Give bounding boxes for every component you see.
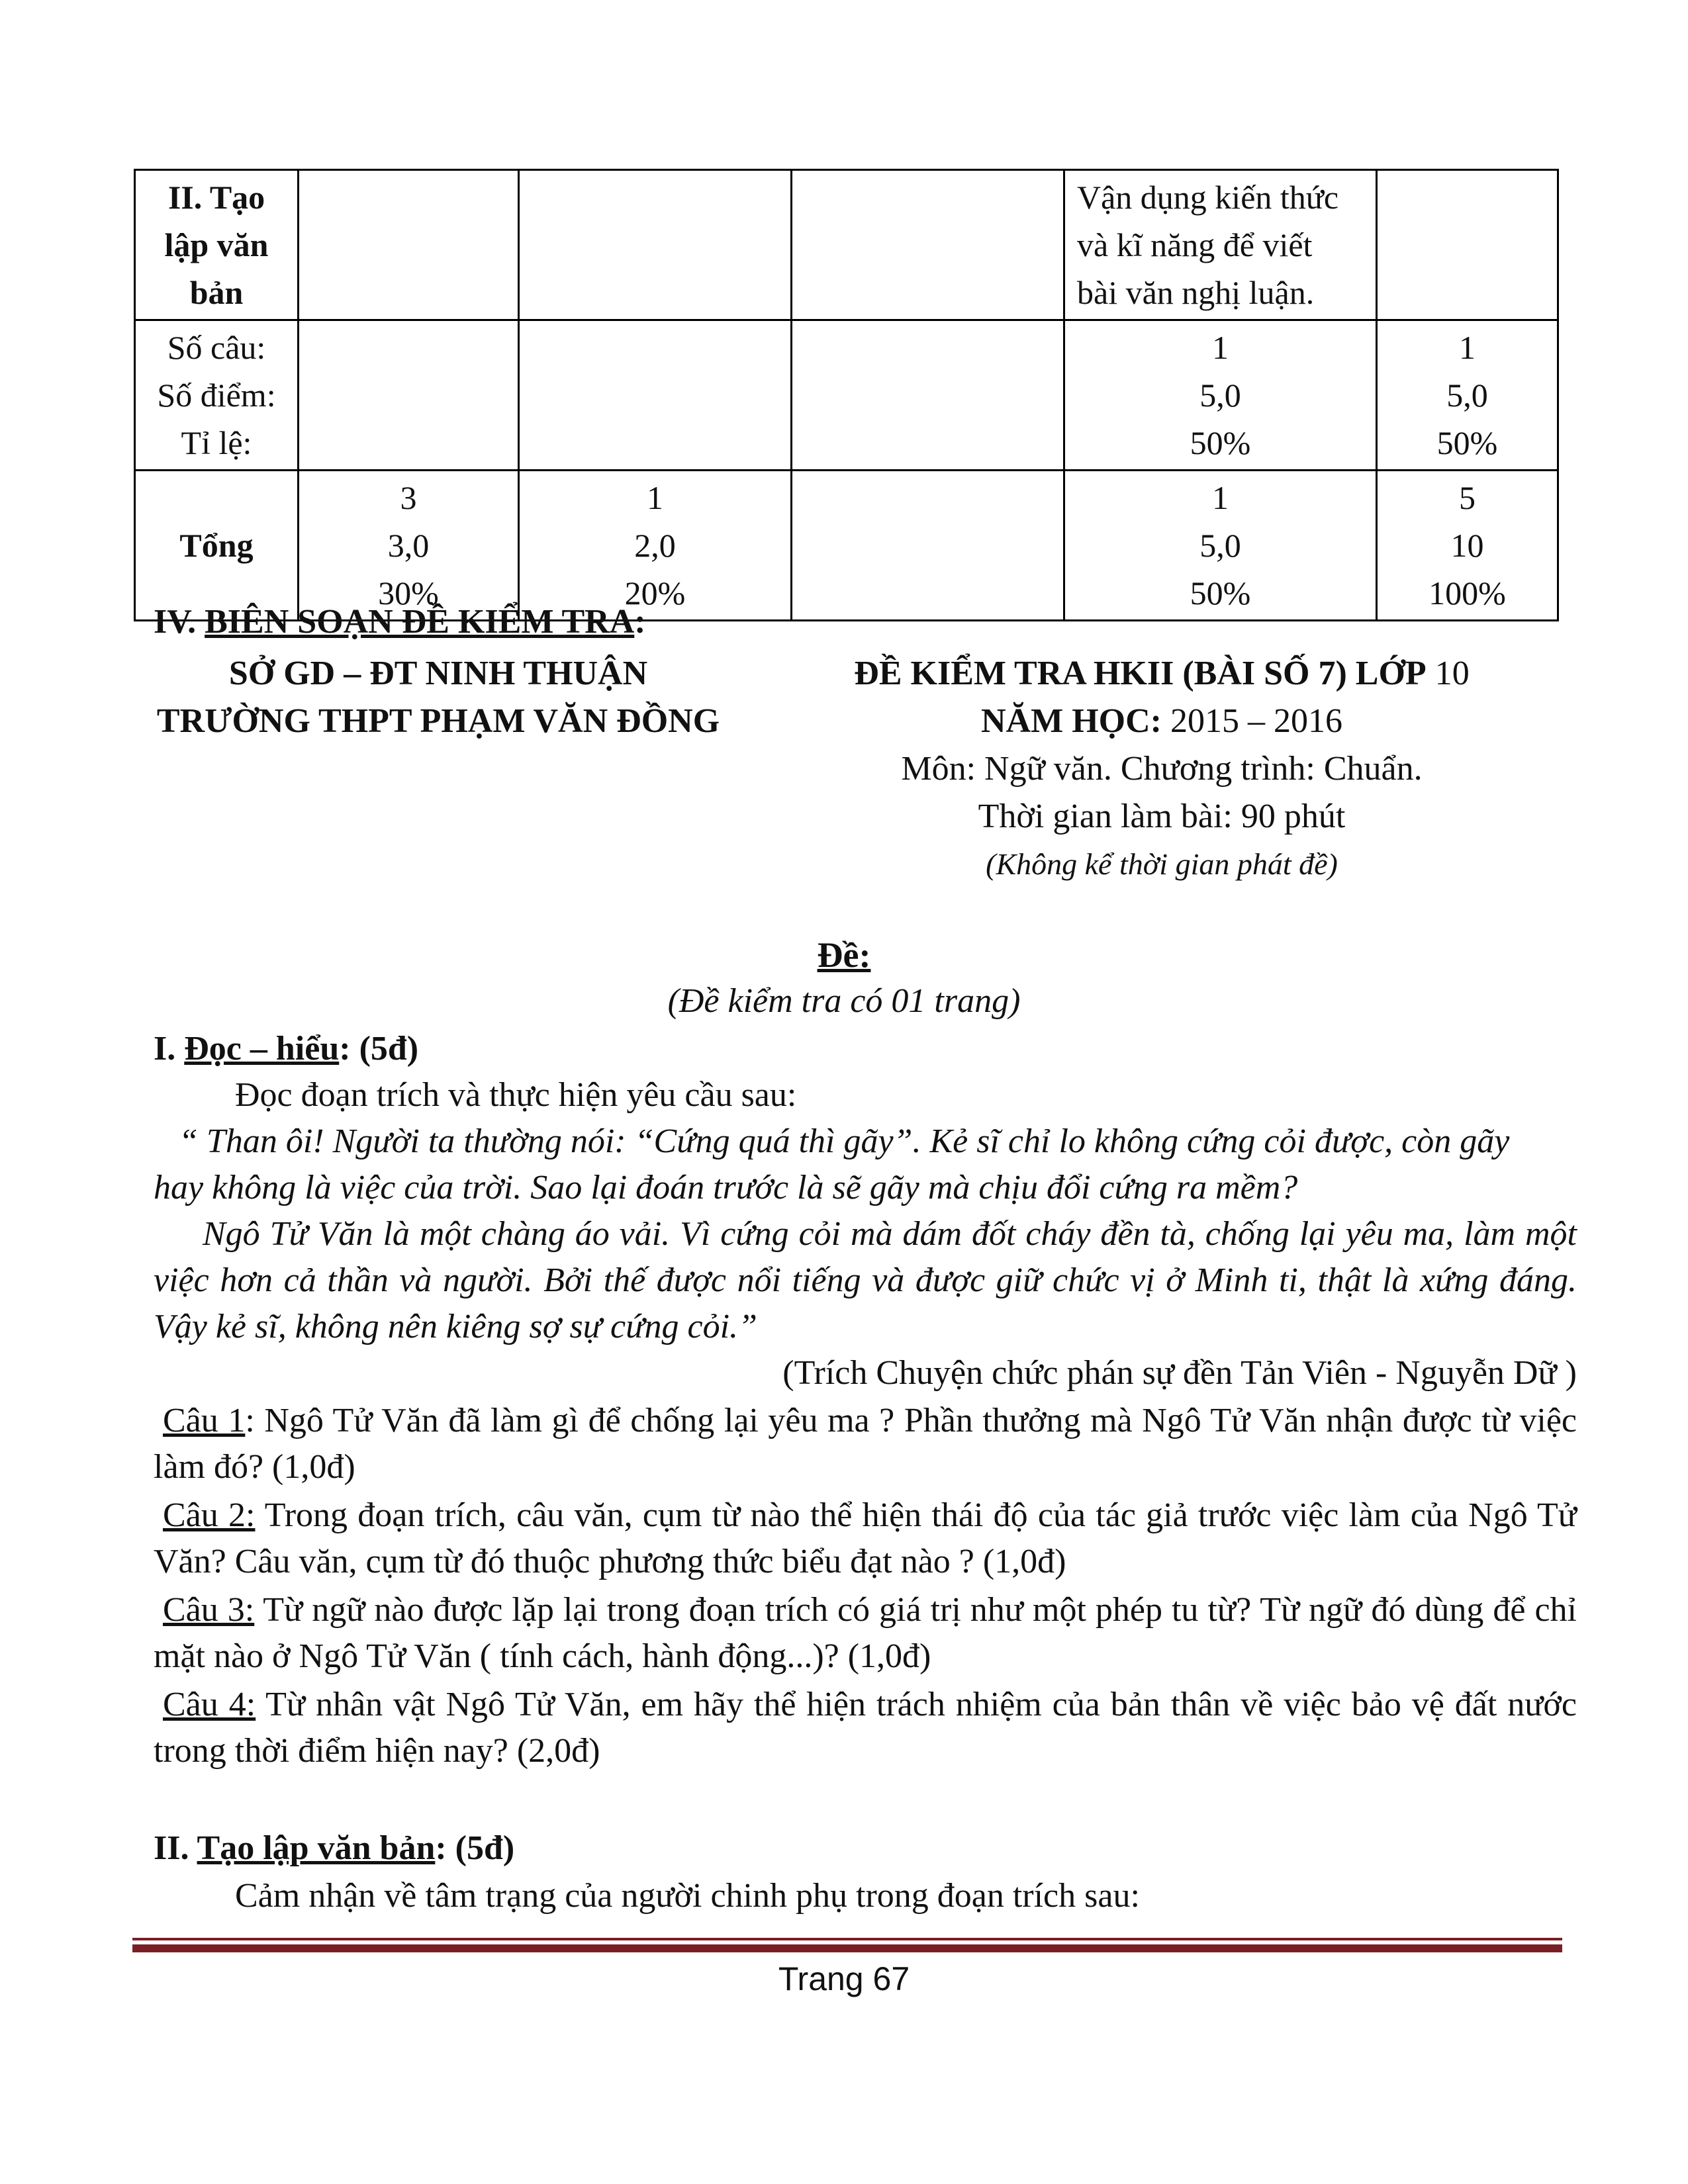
page-number: Trang 67: [778, 1960, 910, 1997]
part1-score: : (5đ): [339, 1030, 419, 1068]
table-cell: [299, 320, 519, 471]
footer-rule-thick: [132, 1944, 1562, 1952]
exam-heading: Đề:: [817, 935, 871, 975]
table-row: [135, 170, 1558, 320]
row-label-counts: [135, 320, 299, 471]
part1-instruction: Đọc đoạn trích và thực hiện yêu cầu sau:: [235, 1076, 797, 1114]
school-name: TRƯỜNG THPT PHẠM VĂN ĐỒNG: [156, 702, 720, 740]
cell-line: II. Tạo: [167, 179, 265, 216]
section-heading: [154, 599, 646, 645]
question-2: [154, 1492, 1577, 1585]
passage-source: (Trích Chuyện chức phán sự đền Tản Viên - Nguyễn Dữ ): [782, 1354, 1577, 1392]
subject-line: Môn: Ngữ văn. Chương trình: Chuẩn.: [901, 750, 1423, 788]
cell-line: 1: [647, 479, 663, 516]
table-row: [135, 320, 1558, 471]
question-sep: :: [245, 1402, 255, 1439]
exam-grade: 10: [1434, 655, 1470, 692]
exam-title: [768, 650, 1556, 698]
passage-line: “ Than ôi! Người ta thường nói: “Cứng quá thì gãy”. Kẻ sĩ chỉ lo không cứng cỏi được, còn gãy: [179, 1122, 1510, 1160]
part2-score: : (5đ): [435, 1829, 515, 1867]
cell-line: 30%: [378, 574, 439, 612]
question-text: Trong đoạn trích, câu văn, cụm từ nào thể hiện thái độ của tác giả trước việc làm của Ngô Tử Văn? Câu văn, cụm từ đó thuộc phương thức biểu đạt nào ? (1,0đ): [154, 1496, 1577, 1580]
cell-line: Số câu:: [167, 329, 266, 366]
exam-title-text: ĐỀ KIỂM TRA HKII (BÀI SỐ 7) LỚP: [854, 655, 1427, 692]
table-cell: [519, 320, 792, 471]
department-name: SỞ GD – ĐT NINH THUẬN: [228, 655, 648, 692]
cell-line: Vận dụng kiến thức: [1077, 179, 1339, 216]
cell-line: 5,0: [1199, 527, 1241, 564]
school-year: [768, 698, 1556, 745]
table-cell: [1377, 471, 1558, 621]
cell-line: 5,0: [1446, 377, 1488, 414]
cell-line: 1: [1212, 329, 1229, 366]
cell-line: 50%: [1436, 424, 1498, 461]
cell-line: Tỉ lệ:: [181, 424, 252, 461]
cell-line: 3,0: [387, 527, 430, 564]
cell-line: 3: [400, 479, 417, 516]
question-4: [154, 1682, 1577, 1774]
cell-line: bản: [189, 274, 244, 311]
question-text: Từ ngữ nào được lặp lại trong đoạn trích có giá trị như một phép tu từ? Từ ngữ đó dùng để chỉ mặt nào ở Ngô Tử Văn ( tính cách, hành động...)? (1,0đ): [154, 1591, 1577, 1675]
passage-line: hay không là việc của trời. Sao lại đoán trước là sẽ gãy mà chịu đổi cứng ra mềm?: [154, 1169, 1298, 1206]
duration-line: Thời gian làm bài: 90 phút: [978, 797, 1346, 835]
row-label-total: Tổng: [135, 471, 299, 621]
section-number: IV.: [154, 603, 205, 641]
table-cell: [1064, 320, 1377, 471]
part2-title: Tạo lập văn bản: [197, 1829, 436, 1867]
cell-line: bài văn nghị luận.: [1077, 274, 1315, 311]
table-cell: [792, 320, 1064, 471]
question-label: Câu 1: [163, 1402, 246, 1439]
question-3: [154, 1587, 1577, 1680]
header-right: [768, 650, 1556, 888]
cell-line: 10: [1450, 527, 1484, 564]
cell-line: lập văn: [164, 226, 269, 263]
header-left: [154, 650, 723, 745]
question-label: Câu 2:: [163, 1496, 256, 1534]
section-title: BIÊN SOẠN ĐỀ KIỂM TRA: [205, 603, 635, 641]
table-cell: [1064, 471, 1377, 621]
cell-line: 5: [1459, 479, 1476, 516]
cell-line: Số điểm:: [157, 377, 276, 414]
matrix-table: [134, 169, 1559, 621]
cell-line: 100%: [1429, 574, 1506, 612]
row-label-tao-lap: [135, 170, 299, 320]
cell-line: 5,0: [1199, 377, 1241, 414]
section-colon: :: [634, 603, 646, 641]
part1-title: Đọc – hiểu: [184, 1030, 340, 1068]
passage-paragraph: Ngô Tử Văn là một chàng áo vải. Vì cứng cỏi mà dám đốt cháy đền tà, chống lại yêu ma, làm một việc hơn cả thần và người. Bởi thế được nổi tiếng và được giữ chức vị ở Minh ti, thật là xứng đáng. Vậy kẻ sĩ, không nên kiêng sợ sự cứng cỏi.”: [154, 1215, 1577, 1345]
apply-cell: [1064, 170, 1377, 320]
table-cell: [519, 471, 792, 621]
table-cell: [519, 170, 792, 320]
table-cell: [792, 471, 1064, 621]
year-value: 2015 – 2016: [1170, 702, 1342, 740]
cell-line: 1: [1212, 479, 1229, 516]
table-cell: [299, 471, 519, 621]
question-label: Câu 4:: [163, 1686, 256, 1723]
question-label: Câu 3:: [163, 1591, 255, 1629]
duration-note: (Không kể thời gian phát đề): [986, 847, 1338, 881]
cell-line: 2,0: [634, 527, 676, 564]
question-1: [154, 1398, 1577, 1490]
part1-heading: [154, 1026, 418, 1072]
part2-number: II.: [154, 1829, 197, 1867]
table-cell: [792, 170, 1064, 320]
part1-number: I.: [154, 1030, 185, 1068]
table-cell: [299, 170, 519, 320]
cell-line: 20%: [624, 574, 686, 612]
question-text: Từ nhân vật Ngô Tử Văn, em hãy thể hiện trách nhiệm của bản thân về việc bảo vệ đất nước trong thời điểm hiện nay? (2,0đ): [154, 1686, 1577, 1770]
part2-instruction: Cảm nhận về tâm trạng của người chinh phụ trong đoạn trích sau:: [235, 1877, 1140, 1915]
cell-line: 1: [1459, 329, 1476, 366]
cell-line: và kĩ năng để viết: [1077, 226, 1313, 263]
year-label: NĂM HỌC:: [981, 702, 1162, 740]
question-text: Ngô Tử Văn đã làm gì để chống lại yêu ma ? Phần thưởng mà Ngô Tử Văn nhận được từ việc làm đó? (1,0đ): [154, 1402, 1577, 1486]
table-row: [135, 471, 1558, 621]
footer-rule-thin: [132, 1938, 1562, 1940]
part2-heading: [154, 1825, 514, 1872]
table-cell: [1377, 320, 1558, 471]
cell-line: 50%: [1190, 574, 1251, 612]
table-cell: [1377, 170, 1558, 320]
exam-page-note: (Đề kiểm tra có 01 trang): [667, 982, 1021, 1020]
cell-line: 50%: [1190, 424, 1251, 461]
